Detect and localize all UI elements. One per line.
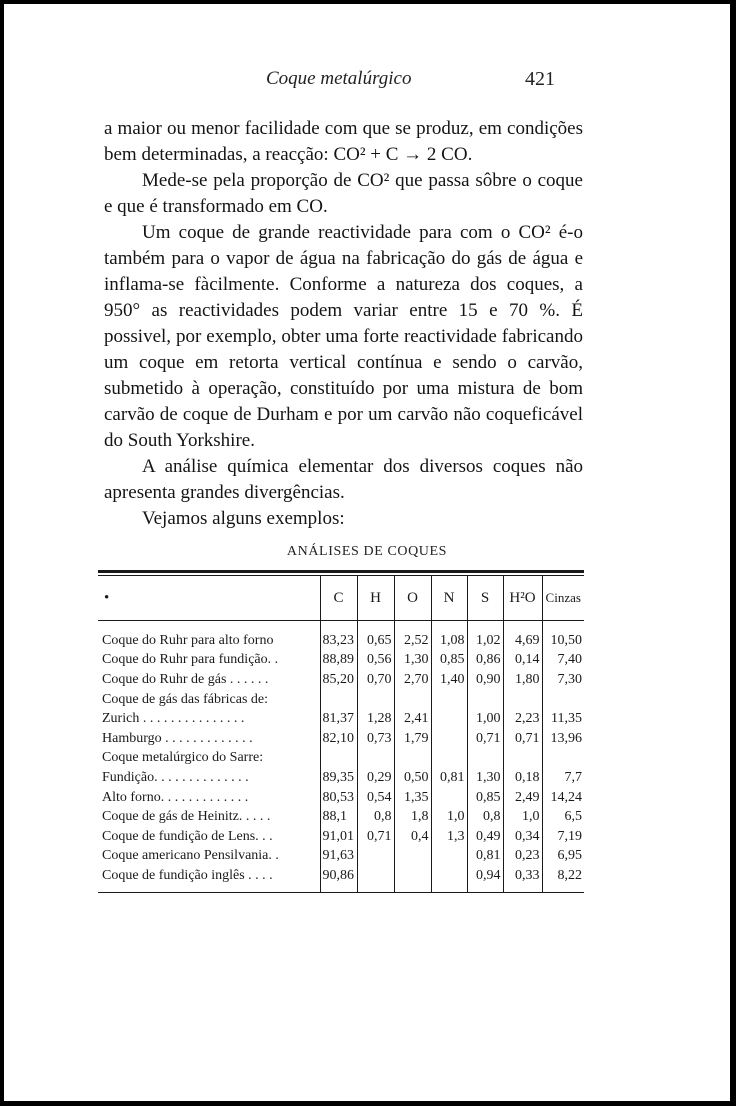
cell-cinzas: 8,22	[542, 866, 584, 892]
cell-cinzas	[542, 690, 584, 710]
cell-s: 0,94	[467, 866, 503, 892]
cell-s: 1,02	[467, 631, 503, 651]
cell-c: 81,37	[320, 709, 357, 729]
cell-n	[431, 749, 467, 769]
cell-h: 1,28	[357, 709, 394, 729]
row-label: Coque americano Pensilvania. .	[102, 848, 279, 864]
cell-c: 89,35	[320, 768, 357, 788]
cell-s: 0,49	[467, 827, 503, 847]
table-spacer-row	[98, 621, 584, 632]
row-label: Coque de gás das fábricas de:	[102, 691, 268, 707]
cell-h: 0,70	[357, 670, 394, 690]
running-head	[4, 68, 730, 94]
cell-h2o: 1,0	[503, 807, 542, 827]
cell-o	[394, 866, 431, 892]
table-row	[98, 749, 584, 769]
cell-o	[394, 847, 431, 867]
cell-h2o: 4,69	[503, 631, 542, 651]
cell-h2o	[503, 690, 542, 710]
row-label: Coque de fundição de Lens. . .	[102, 828, 273, 844]
table-top-rule	[98, 570, 584, 573]
row-label: Fundição. . . . . . . . . . . . . .	[102, 769, 249, 785]
paragraph: Um coque de grande reactividade para com o CO² é-o também para o vapor de água na fabricação do gás de água e inflama-se fàcilmente. Conforme a natureza dos coques, a 950° as reactividades podem variar entre 15 e 70 %. É possivel, por exemplo, obter uma forte reactividade fabricando um coque em retorta vertical contínua e sendo o carvão, submetido à operação, constituído por uma mistura de bom carvão de coque de Durham e por um carvão não coqueficável do South Yorkshire.	[104, 222, 583, 451]
paragraph: Vejamos alguns exemplos:	[142, 508, 345, 529]
cell-o: 0,50	[394, 768, 431, 788]
cell-c: 83,23	[320, 631, 357, 651]
cell-s: 0,71	[467, 729, 503, 749]
cell-cinzas	[542, 749, 584, 769]
table-row	[98, 847, 584, 867]
column-header: N	[431, 576, 467, 621]
cell-o: 0,4	[394, 827, 431, 847]
spacer-cell	[467, 621, 503, 632]
page-number: 421	[525, 68, 555, 90]
cell-o: 1,79	[394, 729, 431, 749]
column-header: Cinzas	[542, 576, 584, 621]
table-row	[98, 631, 584, 651]
cell-n: 1,0	[431, 807, 467, 827]
table-body	[98, 621, 584, 892]
cell-c: 91,01	[320, 827, 357, 847]
cell-s: 1,30	[467, 768, 503, 788]
cell-h: 0,65	[357, 631, 394, 651]
cell-s: 0,86	[467, 651, 503, 671]
cell-n	[431, 788, 467, 808]
column-header: H²O	[503, 576, 542, 621]
cell-h2o: 0,18	[503, 768, 542, 788]
cell-n	[431, 690, 467, 710]
table-row	[98, 866, 584, 892]
row-label: Hamburgo . . . . . . . . . . . . .	[102, 730, 253, 746]
cell-s: 0,8	[467, 807, 503, 827]
book-page	[4, 4, 730, 1101]
spacer-cell	[431, 621, 467, 632]
table-row	[98, 709, 584, 729]
cell-o: 2,70	[394, 670, 431, 690]
spacer-cell	[503, 621, 542, 632]
table-row	[98, 651, 584, 671]
cell-c: 91,63	[320, 847, 357, 867]
cell-s: 0,81	[467, 847, 503, 867]
table-bottom-rule	[98, 892, 584, 893]
cell-h	[357, 847, 394, 867]
column-header: H	[357, 576, 394, 621]
spacer-cell	[98, 621, 320, 632]
table-row	[98, 827, 584, 847]
cell-n	[431, 729, 467, 749]
cell-h2o: 0,14	[503, 651, 542, 671]
cell-h2o: 2,23	[503, 709, 542, 729]
row-label: Coque de gás de Heinitz. . . . .	[102, 809, 271, 825]
row-label: Coque de fundição inglês . . . .	[102, 867, 273, 883]
cell-s: 1,00	[467, 709, 503, 729]
cell-h2o: 1,80	[503, 670, 542, 690]
cell-s	[467, 749, 503, 769]
row-label: Coque do Ruhr para fundição. .	[102, 652, 279, 668]
paragraph: a maior ou menor facilidade com que se produz, em condições bem determinadas, a reacção: CO² + C → 2 CO.	[104, 118, 583, 165]
cell-h2o: 0,34	[503, 827, 542, 847]
cell-h2o: 2,49	[503, 788, 542, 808]
paragraph: A análise química elementar dos diversos coques não apresenta grandes divergências.	[104, 456, 583, 503]
table-row	[98, 690, 584, 710]
cell-s: 0,85	[467, 788, 503, 808]
cell-s	[467, 690, 503, 710]
cell-n	[431, 709, 467, 729]
cell-o: 1,35	[394, 788, 431, 808]
row-label: Coque do Ruhr para alto forno	[102, 632, 274, 648]
cell-n: 1,3	[431, 827, 467, 847]
cell-o: 1,30	[394, 651, 431, 671]
cell-h2o	[503, 749, 542, 769]
cell-o: 2,52	[394, 631, 431, 651]
cell-c: 90,86	[320, 866, 357, 892]
cell-h: 0,71	[357, 827, 394, 847]
cell-h: 0,8	[357, 807, 394, 827]
cell-cinzas: 7,7	[542, 768, 584, 788]
cell-cinzas: 13,96	[542, 729, 584, 749]
cell-h2o: 0,33	[503, 866, 542, 892]
cell-cinzas: 7,40	[542, 651, 584, 671]
spacer-cell	[394, 621, 431, 632]
row-label: Coque do Ruhr de gás . . . . . .	[102, 671, 269, 687]
cell-h: 0,54	[357, 788, 394, 808]
cell-h	[357, 749, 394, 769]
cell-h2o: 0,23	[503, 847, 542, 867]
cell-n: 1,08	[431, 631, 467, 651]
cell-n: 0,85	[431, 651, 467, 671]
cell-o	[394, 690, 431, 710]
cell-o: 1,8	[394, 807, 431, 827]
cell-o	[394, 749, 431, 769]
cell-c: 80,53	[320, 788, 357, 808]
cell-n: 1,40	[431, 670, 467, 690]
cell-cinzas: 10,50	[542, 631, 584, 651]
cell-c: 85,20	[320, 670, 357, 690]
cell-c: 88,89	[320, 651, 357, 671]
coke-analysis-table	[98, 576, 584, 892]
table-row	[98, 807, 584, 827]
spacer-cell	[357, 621, 394, 632]
table-row	[98, 788, 584, 808]
cell-cinzas: 7,30	[542, 670, 584, 690]
cell-c: 82,10	[320, 729, 357, 749]
cell-cinzas: 14,24	[542, 788, 584, 808]
running-title: Coque metalúrgico	[266, 68, 412, 89]
analysis-table	[98, 570, 584, 893]
table-title: ANÁLISES DE COQUES	[286, 544, 448, 559]
column-header: O	[394, 576, 431, 621]
row-label: Coque metalúrgico do Sarre:	[102, 750, 264, 766]
cell-c	[320, 749, 357, 769]
column-header: S	[467, 576, 503, 621]
body-text	[104, 116, 583, 532]
cell-h	[357, 866, 394, 892]
cell-h: 0,56	[357, 651, 394, 671]
cell-h: 0,29	[357, 768, 394, 788]
row-label: Zurich . . . . . . . . . . . . . . .	[102, 711, 245, 727]
cell-s: 0,90	[467, 670, 503, 690]
cell-c: 88,1	[320, 807, 357, 827]
cell-cinzas: 11,35	[542, 709, 584, 729]
stub-header: •	[98, 576, 320, 621]
cell-o: 2,41	[394, 709, 431, 729]
cell-n	[431, 847, 467, 867]
cell-cinzas: 7,19	[542, 827, 584, 847]
table-row	[98, 670, 584, 690]
cell-n: 0,81	[431, 768, 467, 788]
cell-h	[357, 690, 394, 710]
table-row	[98, 729, 584, 749]
cell-h2o: 0,71	[503, 729, 542, 749]
cell-n	[431, 866, 467, 892]
cell-h: 0,73	[357, 729, 394, 749]
cell-c	[320, 690, 357, 710]
cell-cinzas: 6,95	[542, 847, 584, 867]
spacer-cell	[320, 621, 357, 632]
column-header: C	[320, 576, 357, 621]
cell-cinzas: 6,5	[542, 807, 584, 827]
row-label: Alto forno. . . . . . . . . . . . .	[102, 789, 249, 805]
table-row	[98, 768, 584, 788]
spacer-cell	[542, 621, 584, 632]
paragraph: Mede-se pela proporção de CO² que passa sôbre o coque e que é transformado em CO.	[104, 170, 583, 217]
table-header-row	[98, 576, 584, 621]
